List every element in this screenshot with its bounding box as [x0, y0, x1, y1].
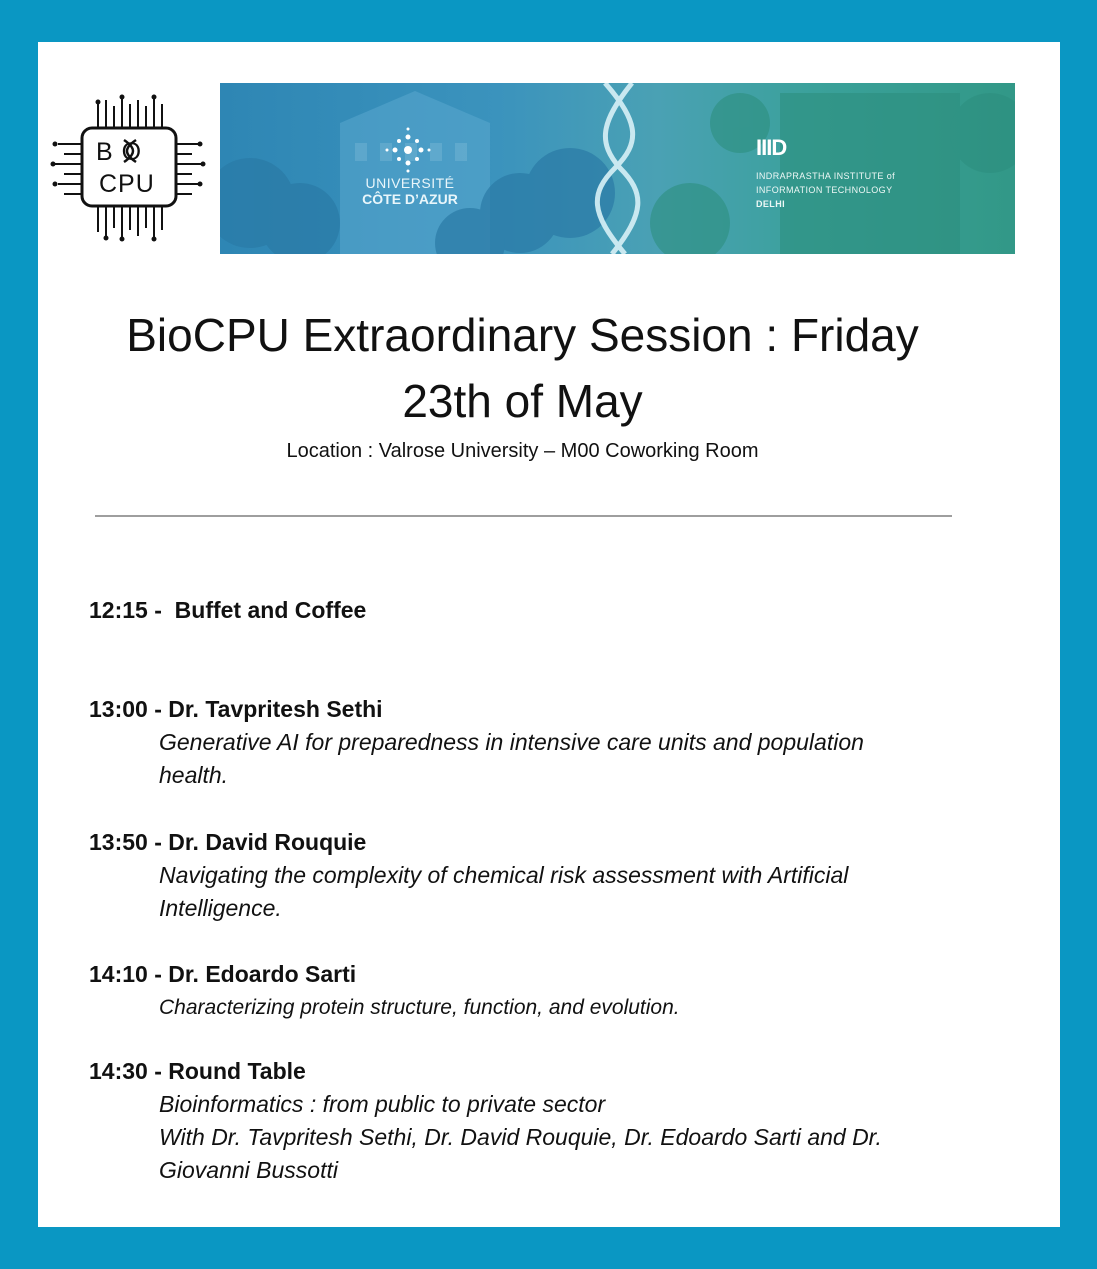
uca-line2: CÔTE D’AZUR	[362, 191, 458, 207]
schedule-heading: 14:10 - Dr. Edoardo Sarti	[89, 961, 357, 987]
uca-line1: UNIVERSITÉ	[365, 175, 455, 191]
talk-title	[159, 859, 969, 925]
schedule-heading: 14:30 - Round Table	[89, 1058, 306, 1084]
schedule-heading: 13:00 - Dr. Tavpritesh Sethi	[89, 696, 383, 722]
divider	[95, 515, 952, 517]
iiitd-line2: INFORMATION TECHNOLOGY	[756, 185, 893, 195]
event-title-line1: BioCPU Extraordinary Session : Friday	[126, 309, 919, 361]
schedule-item	[89, 594, 969, 627]
talk-title-line: Giovanni Bussotti	[159, 1157, 338, 1183]
biocpu-logo	[50, 92, 206, 242]
logo-text-bio: B O	[96, 138, 143, 166]
talk-title-line: Bioinformatics : from public to private sector	[159, 1091, 606, 1117]
schedule-item	[89, 958, 969, 1024]
talk-title	[159, 991, 969, 1024]
talk-title	[159, 1088, 969, 1187]
logo-text-cpu: CPU	[99, 170, 155, 198]
event-location: Location : Valrose University – M00 Coworking Room	[286, 440, 759, 462]
event-title-line2: 23th of May	[402, 375, 643, 427]
iiitd-line3: DELHI	[756, 199, 785, 209]
schedule-heading: 13:50 - Dr. David Rouquie	[89, 829, 367, 855]
iiitd-line1: INDRAPRASTHA INSTITUTE of	[756, 171, 896, 181]
iiitd-logo: IIID	[756, 135, 787, 160]
schedule-item	[89, 1055, 969, 1187]
event-title	[60, 302, 985, 434]
schedule-item	[89, 826, 969, 925]
talk-title	[159, 726, 969, 792]
talk-title-line: Characterizing protein structure, function, and evolution.	[159, 996, 680, 1019]
talk-title-line: With Dr. Tavpritesh Sethi, Dr. David Rouquie, Dr. Edoardo Sarti and Dr.	[159, 1124, 882, 1150]
talk-title-line: Navigating the complexity of chemical risk assessment with Artificial	[159, 862, 849, 888]
uca-wordmark	[360, 175, 460, 207]
schedule-heading: 12:15 - Buffet and Coffee	[89, 597, 367, 623]
iiitd-wordmark	[756, 169, 895, 211]
header-banner	[220, 83, 1015, 254]
schedule-item	[89, 693, 969, 792]
banner-illustration	[220, 83, 1015, 254]
talk-title-line: Intelligence.	[159, 895, 282, 921]
talk-title-line: health.	[159, 762, 229, 788]
talk-title-line: Generative AI for preparedness in intensive care units and population	[159, 729, 864, 755]
